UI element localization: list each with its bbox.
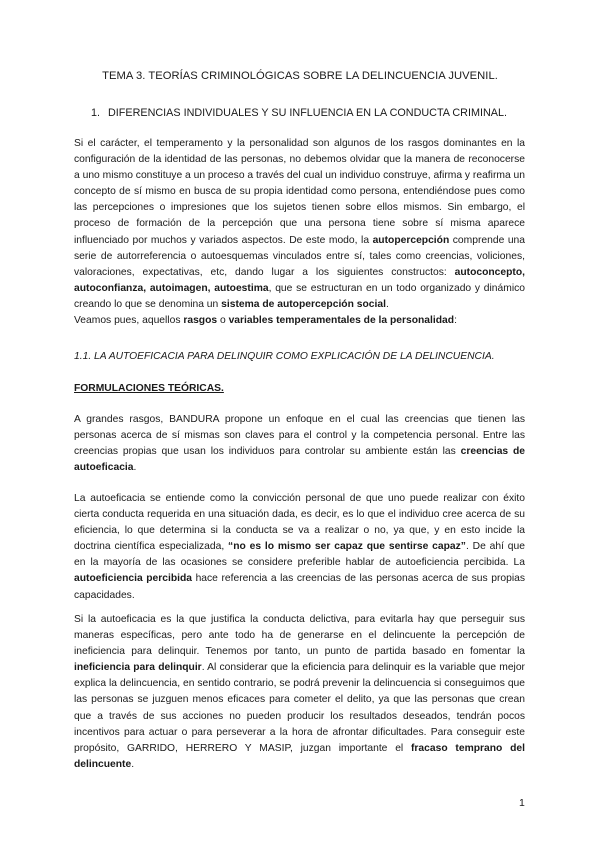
bold-term: variables temperamentales de la personalidad [228, 315, 455, 327]
bold-term: fracaso temprano del delincuente [74, 742, 525, 770]
paragraph-autoeficacia [74, 491, 525, 604]
bold-term: ineficiencia para delinquir [74, 662, 202, 674]
bold-term: autoeficiencia percibida [74, 573, 193, 585]
text-run: A grandes rasgos, BANDURA propone un enfoque en el cual las creencias que tienen las personas acerca de sí mismas son claves para el control y la competencia personal. Entre las creencias propias que usan los individuos para controlar su ambiente están las [74, 414, 525, 458]
text-run: o [217, 315, 229, 327]
text-run: . De ahí que en la mayoría de las ocasiones se considere preferible hablar de autoeficiencia percibida. La [74, 541, 525, 569]
text-run: , que se estructuran en un todo organizado y dinámico creando lo que se denomina un [74, 282, 525, 310]
text-run: La autoeficacia se entiende como la convicción personal de que uno puede realizar con éxito cierta conducta requerida en una situación dada, es decir, es lo que el individuo cree acerca de su eficiencia, lo que determina si la conducta se va a realizar o no, ya que, y en esto incide la doctrina científica especializada, [74, 493, 525, 553]
text-run: Veamos pues, aquellos [74, 315, 184, 327]
text-run: . [385, 298, 389, 310]
section-number: 1. [91, 107, 101, 119]
paragraph-ineficiencia [74, 612, 525, 773]
section-heading [91, 105, 507, 121]
document-title: TEMA 3. TEORÍAS CRIMINOLÓGICAS SOBRE LA DELINCUENCIA JUVENIL. [102, 70, 498, 82]
bold-term: autopercepción [372, 234, 450, 246]
formulaciones-heading: FORMULACIONES TEÓRICAS. [74, 383, 224, 394]
paragraph-bandura [74, 412, 525, 476]
text-run: . [131, 758, 135, 770]
text-run: : [454, 315, 457, 327]
page-number: 1 [519, 797, 525, 809]
text-run: . [133, 462, 137, 474]
bold-quote: “no es lo mismo ser capaz que sentirse capaz” [228, 541, 466, 553]
text-run: Si la autoeficacia es la que justifica la conducta delictiva, para evitarla hay que perseguir sus maneras específicas, pero ante todo ha de generarse en el delincuente la percepción de ineficiencia para delinquir. Tenemos por tanto, un punto de partida basado en fomentar la [74, 614, 525, 658]
bold-term: rasgos [183, 315, 218, 327]
bold-term: sistema de autopercepción social [221, 298, 386, 310]
bold-term: autoconcepto, autoconfianza, autoimagen, autoestima [74, 266, 525, 294]
text-run: Si el carácter, el temperamento y la personalidad son algunos de los rasgos dominantes en la configuración de la identidad de las personas, no debemos olvidar que la manera de reconocerse a uno mismo constituye a un proceso a través del cual un individuo construye, afirma y reafirma un concepto de sí mismo en busca de su propia identidad como persona, entendiéndose pues como las percepciones o impresiones que los sujetos tienen sobre ellos mismos. Sin embargo, el proceso de formación de la percepción que una persona tiene sobre sí misma aparece influenciado por muchos y variados aspectos. De este modo, la [74, 138, 526, 246]
paragraph-autopercepcion [74, 136, 525, 329]
section-heading-text: DIFERENCIAS INDIVIDUALES Y SU INFLUENCIA EN LA CONDUCTA CRIMINAL. [108, 107, 507, 119]
subsection-heading: 1.1. LA AUTOEFICACIA PARA DELINQUIR COMO EXPLICACIÓN DE LA DELINCUENCIA. [74, 351, 495, 362]
text-run: . Al considerar que la eficiencia para delinquir es la variable que mejor explica la delincuencia, en sentido contrario, se podrá prevenir la delincuencia si conseguimos que las personas se juzguen menos eficaces para cometer el delito, ya que las personas que crean que a través de sus acciones no pueden producir los resultados deseados, tendrán pocos incentivos para actuar o para perseverar a la hora de afrontar dificultades. Para conseguir este propósito, GARRIDO, HERRERO Y MASIP, juzgan importante el [74, 662, 525, 754]
text-run: comprende una serie de autorreferencia o autoesquemas vinculados entre sí, tales como creencias, voliciones, valoraciones, expectativas, etc, dando lugar a los siguientes constructos: [74, 234, 525, 278]
bold-term: creencias de autoeficacia [74, 446, 525, 474]
text-run: hace referencia a las creencias de las personas acerca de sus propias capacidades. [74, 573, 525, 601]
